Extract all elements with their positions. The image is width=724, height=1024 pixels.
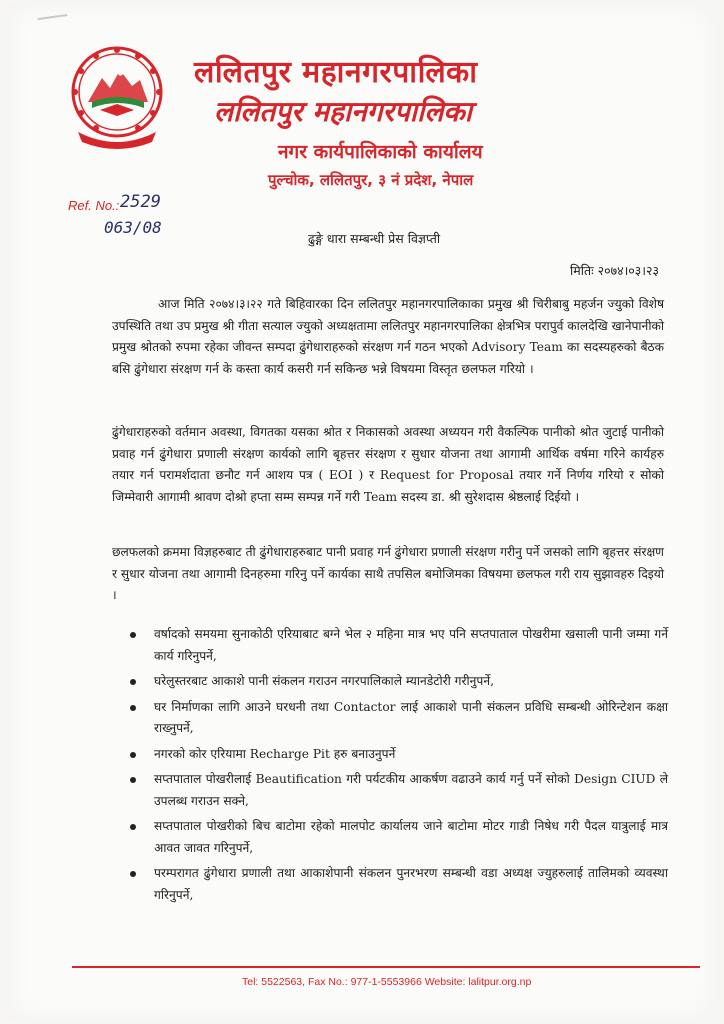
bullet-icon bbox=[130, 824, 136, 830]
letter-page bbox=[8, 4, 716, 1020]
list-item: नगरको कोर एरियामा Recharge Pit हरु बनाउनुपर्ने bbox=[128, 744, 668, 766]
paragraph: ढुंगेधाराहरुको वर्तमान अवस्था, विगतका यसका श्रोत र निकासको अवस्था अध्ययन गरी वैकल्पिक पानीको श्रोत जुटाई पानीको प्रवाह गर्न ढुंगेधारा प्रणाली संरक्षण कार्यको लागि बृहत्तर संरक्षण र सुधार योजना तथा आगामी आर्थिक वर्षमा गरिने कार्यहरु तयार गर्न परामर्शदाता छनौट गर्न आशय पत्र ( EOI ) र Request for Proposal तयार गर्ने निर्णय गरियो र सोको जिम्मेवारी आगामी श्रावण दोश्रो हप्ता सम्म सम्पन्न गर्ने गरी Team सदस्य डा. श्री सुरेशदास श्रेष्ठलाई दिईयो । bbox=[112, 425, 664, 504]
municipality-seal-icon bbox=[70, 44, 164, 150]
bullet-icon bbox=[130, 752, 136, 758]
list-item: सप्तपाताल पोखरीलाई Beautification गरी पर्यटकीय आकर्षण वढाउने कार्य गर्नु पर्ने सोको Design CIUD ले उपलब्ध गराउन सक्ने, bbox=[128, 769, 668, 812]
org-name: ललितपुर महानगरपालिका bbox=[194, 55, 478, 90]
scan-mark bbox=[37, 14, 68, 28]
paragraph: छलफलको क्रममा विज्ञहरुबाट ती ढुंगेधाराहरुबाट पानी प्रवाह गर्न ढुंगेधारा प्रणाली संरक्षण गरीनु पर्ने जसको लागि बृहत्तर संरक्षण र सुधार योजना तथा आगामी दिनहरुमा गरिनु पर्ने कार्यका साथै तपसिल बमोजिमका विषयमा छलफल गरी राय सुझावहरु दिइयो । bbox=[112, 545, 664, 602]
bullet-icon bbox=[130, 871, 136, 877]
list-item: घरेलुस्तरबाट आकाशे पानी संकलन गराउन नगरपालिकाले म्यानडेटोरी गरीनुपर्ने, bbox=[128, 671, 668, 693]
recommendation-list bbox=[128, 624, 668, 910]
paragraph: आज मिति २०७४।३।२२ गते बिहिवारका दिन ललितपुर महानगरपालिकाका प्रमुख श्री चिरीबाबु महर्जन ज्युको विशेष उपस्थिति तथा उप प्रमुख श्री गीता सत्याल ज्युको अध्यक्षतामा ललितपुर महानगरपालिका क्षेत्रभित्र परापुर्व कालदेखि खानेपानीको प्रमुख श्रोतको रुपमा रहेका जीवन्त सम्पदा ढुंगेधाराहरुको संरक्षण गर्न गठन भएको Advisory Team का सदस्यहरुको बैठक बसि ढुंगेधारा संरक्षण गर्न के कस्ता कार्य कसरी गर्न सकिन्छ भन्ने विषयमा विस्तृत छलफल गरियो । bbox=[112, 297, 664, 376]
ref-date: 063/08 bbox=[104, 218, 162, 237]
ref-label: Ref. No.: bbox=[68, 198, 120, 213]
footer-contact: Tel: 5522563, Fax No.: 977-1-5553966 Website: lalitpur.org.np bbox=[242, 976, 532, 988]
list-item: सप्तपाताल पोखरीको बिच बाटोमा रहेको मालपोट कार्यालय जाने बाटोमा मोटर गाडी निषेध गरी पैदल यात्रुलाई मात्र आवत जावत गरिनुपर्ने, bbox=[128, 816, 668, 859]
list-item: वर्षादको समयमा सुनाकोठी एरियाबाट बग्ने भेल २ महिना मात्र भए पनि सप्तपाताल पोखरीमा खसाली पानी जम्मा गर्ने कार्य गरिनुपर्ने, bbox=[128, 624, 668, 667]
bullet-icon bbox=[130, 777, 136, 783]
office-name: नगर कार्यपालिकाको कार्यालय bbox=[278, 141, 483, 163]
footer-divider bbox=[72, 966, 700, 968]
bullet-icon bbox=[130, 705, 136, 711]
ref-number: 2529 bbox=[120, 192, 161, 212]
office-address: पुल्चोक, ललितपुर, ३ नं प्रदेश, नेपाल bbox=[268, 171, 474, 189]
org-name-stylized: ललितपुर महानगरपालिका bbox=[214, 95, 473, 128]
subject-heading: ढुङ्गे धारा सम्बन्धी प्रेस विज्ञप्ती bbox=[308, 231, 441, 246]
list-item: घर निर्माणका लागि आउने घरधनी तथा Contactor लाई आकाशे पानी संकलन प्रविधि सम्बन्धी ओरिन्टेशन कक्षा राख्नुपर्ने, bbox=[128, 697, 668, 740]
list-item: परम्परागत ढुंगेधारा प्रणाली तथा आकाशेपानी संकलन पुनरभरण सम्बन्धी वडा अध्यक्ष ज्युहरुलाई तालिमको व्यवस्था गरिनुपर्ने, bbox=[128, 863, 668, 906]
bullet-icon bbox=[130, 632, 136, 638]
letter-date: मितिः २०७४।०३।२३ bbox=[570, 263, 660, 278]
bullet-icon bbox=[130, 679, 136, 685]
